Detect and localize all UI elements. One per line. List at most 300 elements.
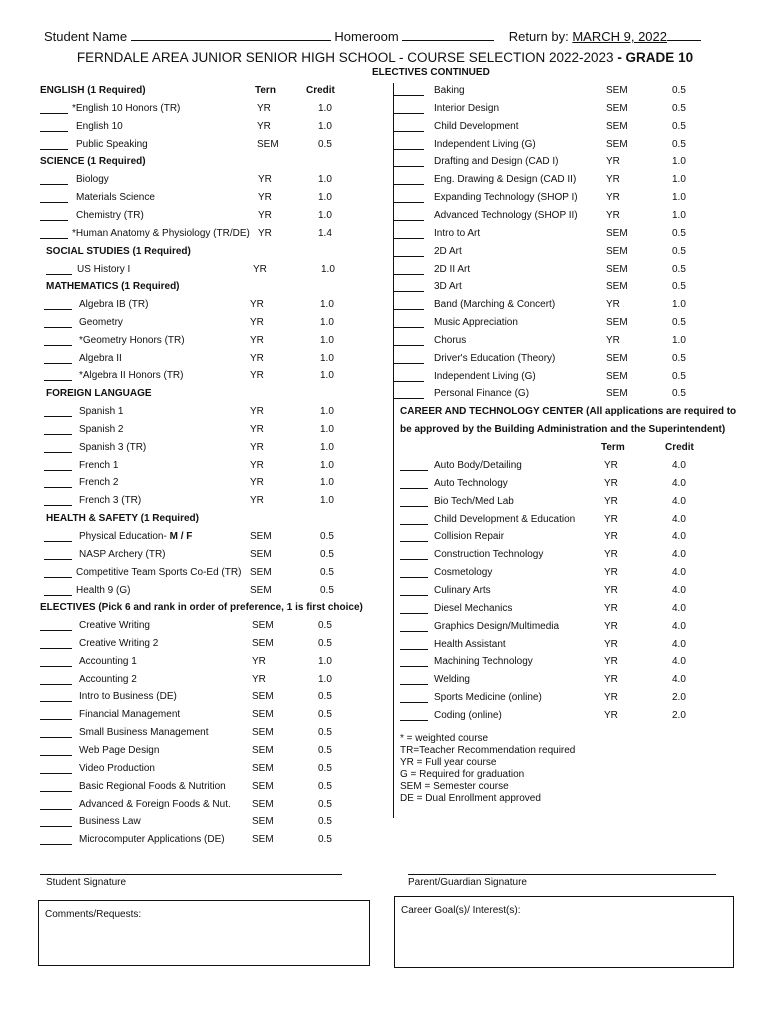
course-term: YR — [250, 423, 264, 435]
course-term: SEM — [252, 798, 274, 810]
gender-option: M / F — [166, 531, 193, 542]
course-term: SEM — [252, 637, 274, 649]
ctc-heading-line1: CAREER AND TECHNOLOGY CENTER (All applications are required to — [400, 406, 737, 417]
course-row — [0, 101, 770, 117]
course-name: 3D Art — [434, 281, 462, 293]
course-credit: 0.5 — [672, 352, 686, 364]
course-term: YR — [250, 370, 264, 382]
course-row — [0, 654, 770, 670]
course-credit: 1.0 — [318, 673, 332, 685]
selection-blank[interactable] — [400, 565, 428, 578]
course-row — [0, 83, 770, 99]
selection-blank[interactable] — [400, 529, 428, 542]
course-credit: 2.0 — [672, 709, 686, 721]
course-term: YR — [604, 513, 618, 525]
selection-blank[interactable] — [394, 297, 424, 310]
course-name: 2D Art — [434, 245, 462, 257]
course-credit: 0.5 — [318, 727, 332, 739]
course-row — [0, 440, 770, 456]
course-name: US History I — [77, 264, 131, 275]
course-term: YR — [604, 584, 618, 596]
course-name: Collision Repair — [434, 531, 505, 543]
course-credit: 0.5 — [318, 780, 332, 792]
course-name: Competitive Team Sports Co-Ed (TR) — [76, 566, 242, 578]
course-credit: 1.0 — [318, 103, 332, 114]
course-term: SEM — [252, 816, 274, 828]
course-term: YR — [606, 174, 620, 186]
course-term: YR — [606, 209, 620, 221]
course-row — [0, 137, 770, 153]
course-name: Algebra II — [79, 352, 122, 364]
course-term: SEM — [606, 102, 628, 114]
course-name: Financial Management — [79, 709, 181, 721]
course-name: *Algebra II Honors (TR) — [79, 370, 184, 382]
course-credit: 0.5 — [672, 138, 686, 150]
course-row — [0, 494, 770, 510]
course-name: Cosmetology — [434, 567, 493, 579]
course-term: SEM — [252, 727, 274, 739]
course-name: Algebra IB (TR) — [79, 299, 149, 310]
course-term: SEM — [606, 370, 628, 382]
course-term: YR — [604, 460, 618, 471]
course-credit: 4.0 — [672, 549, 686, 561]
course-name: *English 10 Honors (TR) — [72, 103, 181, 114]
course-term: YR — [604, 709, 618, 721]
ctc-term-header: Term — [601, 442, 625, 453]
course-name: Driver's Education (Theory) — [434, 352, 556, 364]
course-credit: 1.0 — [672, 156, 686, 168]
course-term: YR — [604, 638, 618, 650]
course-term: YR — [604, 567, 618, 579]
course-name: Coding (online) — [434, 709, 502, 721]
course-name: Independent Living (G) — [434, 370, 536, 382]
course-credit: 1.0 — [672, 209, 686, 221]
course-name: Intro to Art — [434, 227, 481, 239]
course-row — [0, 119, 770, 135]
course-name: Creative Writing 2 — [79, 637, 159, 649]
course-term: SEM — [252, 834, 274, 846]
course-term: YR — [250, 299, 264, 310]
header-line — [44, 28, 701, 44]
selection-blank[interactable] — [394, 279, 424, 292]
selection-blank[interactable] — [394, 262, 424, 275]
course-name: Bio Tech/Med Lab — [434, 495, 514, 507]
course-term: SEM — [606, 352, 628, 364]
course-credit: 0.5 — [320, 531, 334, 542]
course-row — [0, 708, 770, 724]
selection-blank[interactable] — [40, 832, 72, 845]
course-credit: 0.5 — [672, 370, 686, 382]
course-term: SEM — [606, 245, 628, 257]
course-term: YR — [250, 495, 264, 507]
course-row — [0, 672, 770, 688]
course-row — [0, 386, 770, 402]
course-row — [0, 190, 770, 206]
course-row — [0, 351, 770, 367]
course-row — [0, 779, 770, 795]
course-term: YR — [258, 227, 272, 239]
course-credit: 0.5 — [320, 584, 334, 596]
course-term: SEM — [606, 388, 628, 400]
course-row — [0, 690, 770, 706]
course-name: English 10 — [76, 120, 123, 132]
course-row — [0, 761, 770, 777]
course-row — [0, 458, 770, 474]
student-name-field[interactable] — [131, 28, 331, 41]
course-name: Culinary Arts — [434, 584, 491, 596]
science-heading: SCIENCE (1 Required) — [40, 156, 146, 167]
course-row — [0, 315, 770, 331]
comments-box[interactable] — [38, 900, 370, 966]
course-term: YR — [604, 674, 618, 686]
selection-blank[interactable] — [394, 386, 424, 399]
course-credit: 4.0 — [672, 638, 686, 650]
course-term: YR — [606, 334, 620, 346]
course-name: Machining Technology — [434, 656, 533, 668]
selection-blank[interactable] — [40, 725, 72, 738]
course-name: Materials Science — [76, 191, 155, 203]
course-row — [0, 547, 770, 563]
course-name: Creative Writing — [79, 620, 150, 631]
course-name: Personal Finance (G) — [434, 388, 530, 400]
course-name: Construction Technology — [434, 549, 544, 561]
course-name: Accounting 1 — [79, 655, 137, 667]
course-name: Band (Marching & Concert) — [434, 299, 556, 311]
course-name: Child Development — [434, 120, 519, 132]
comments-label: Comments/Requests: — [45, 909, 142, 920]
foreign-language-heading: FOREIGN LANGUAGE — [46, 388, 152, 399]
selection-blank[interactable] — [394, 154, 424, 167]
course-name: Spanish 2 — [79, 423, 124, 435]
course-credit: 1.0 — [318, 191, 332, 203]
selection-blank[interactable] — [394, 226, 424, 239]
social-studies-heading: SOCIAL STUDIES (1 Required) — [46, 246, 191, 257]
course-credit: 1.0 — [320, 370, 334, 382]
electives-continued-heading: ELECTIVES CONTINUED — [372, 67, 490, 78]
course-credit: 4.0 — [672, 513, 686, 525]
selection-blank[interactable] — [44, 404, 72, 417]
course-name: *Geometry Honors (TR) — [79, 334, 185, 346]
course-name: Microcomputer Applications (DE) — [79, 834, 225, 846]
selection-blank[interactable] — [394, 83, 424, 96]
course-credit: 0.5 — [320, 548, 334, 560]
selection-blank[interactable] — [400, 476, 428, 489]
course-term: SEM — [257, 138, 279, 150]
course-term: SEM — [252, 620, 274, 631]
course-row — [0, 244, 770, 260]
course-name: Spanish 3 (TR) — [79, 441, 147, 453]
course-credit: 0.5 — [672, 85, 686, 96]
electives-heading: ELECTIVES (Pick 6 and rank in order of preference, 1 is first choice) — [40, 602, 363, 613]
course-row — [0, 512, 770, 528]
selection-blank[interactable] — [40, 761, 72, 774]
course-credit: 0.5 — [318, 637, 332, 649]
course-credit: 1.0 — [318, 120, 332, 132]
course-credit: 0.5 — [672, 281, 686, 293]
course-term: YR — [250, 316, 264, 328]
selection-blank[interactable] — [394, 244, 424, 257]
course-credit: 0.5 — [318, 798, 332, 810]
course-credit: 4.0 — [672, 620, 686, 632]
course-credit: 0.5 — [672, 245, 686, 257]
course-term: SEM — [252, 744, 274, 756]
course-credit: 0.5 — [672, 317, 686, 329]
course-name: Health 9 (G) — [76, 584, 131, 596]
course-name: Drafting and Design (CAD I) — [434, 156, 559, 168]
course-term: YR — [604, 531, 618, 543]
selection-blank[interactable] — [400, 458, 428, 471]
course-term: SEM — [606, 138, 628, 150]
selection-blank[interactable] — [40, 814, 72, 827]
course-name: Child Development & Education — [434, 513, 576, 525]
course-row — [0, 637, 770, 653]
course-credit: 1.0 — [320, 334, 334, 346]
course-term: YR — [257, 103, 271, 114]
course-credit: 4.0 — [672, 531, 686, 543]
course-name: Welding — [434, 674, 470, 686]
selection-blank[interactable] — [394, 101, 424, 114]
student-name-label: Student Name — [44, 29, 128, 44]
selection-blank[interactable] — [400, 708, 428, 721]
selection-blank[interactable] — [394, 208, 424, 221]
course-name: Geometry — [79, 316, 123, 328]
course-term: YR — [250, 477, 264, 489]
course-term: YR — [604, 692, 618, 704]
course-credit: 0.5 — [318, 762, 332, 774]
course-term: YR — [258, 174, 272, 185]
course-term: SEM — [250, 566, 272, 578]
course-name: Physical Education- M / F — [79, 531, 193, 542]
note-line: * = weighted course — [400, 733, 489, 744]
course-credit: 0.5 — [672, 263, 686, 275]
course-name: Music Appreciation — [434, 317, 518, 329]
course-row — [0, 832, 770, 848]
course-term: YR — [250, 352, 264, 364]
parent-signature-label: Parent/Guardian Signature — [408, 877, 527, 888]
course-term: YR — [606, 299, 620, 311]
note-line: SEM = Semester course — [400, 781, 509, 792]
selection-blank[interactable] — [394, 190, 424, 203]
course-credit: 1.0 — [320, 459, 334, 471]
note-line: DE = Dual Enrollment approved — [400, 793, 541, 804]
course-name: Small Business Management — [79, 727, 209, 739]
course-row — [0, 476, 770, 492]
course-row — [0, 172, 770, 188]
course-credit: 1.0 — [320, 441, 334, 453]
course-name: French 3 (TR) — [79, 495, 142, 507]
course-term: YR — [258, 209, 272, 221]
course-name: Auto Technology — [434, 477, 508, 489]
course-term: YR — [604, 549, 618, 561]
course-credit: 1.0 — [320, 299, 334, 310]
selection-blank[interactable] — [394, 369, 424, 382]
selection-blank[interactable] — [394, 315, 424, 328]
course-row — [0, 743, 770, 759]
career-goals-label: Career Goal(s)/ Interest(s): — [401, 905, 521, 916]
mathematics-heading: MATHEMATICS (1 Required) — [46, 281, 180, 292]
course-credit: 0.5 — [318, 138, 332, 150]
course-credit: 1.0 — [672, 174, 686, 186]
homeroom-label: Homeroom — [334, 29, 399, 44]
course-name: French 1 — [79, 459, 119, 471]
course-term: YR — [250, 406, 264, 417]
return-by-label: Return by: — [508, 29, 569, 44]
student-signature-label: Student Signature — [46, 877, 127, 888]
selection-blank[interactable] — [400, 637, 428, 650]
course-term: YR — [253, 264, 267, 275]
course-term: SEM — [606, 120, 628, 132]
course-name: Video Production — [79, 762, 155, 774]
credit-column-header: Credit — [306, 85, 335, 96]
course-credit: 1.0 — [318, 655, 332, 667]
course-row — [0, 797, 770, 813]
course-credit: 1.0 — [320, 352, 334, 364]
course-credit: 1.0 — [320, 423, 334, 435]
selection-blank[interactable] — [394, 351, 424, 364]
course-row — [0, 279, 770, 295]
selection-blank[interactable] — [394, 137, 424, 150]
selection-blank[interactable] — [400, 654, 428, 667]
course-name: Intro to Business (DE) — [79, 691, 177, 703]
selection-blank[interactable] — [394, 333, 424, 346]
course-credit: 4.0 — [672, 495, 686, 507]
course-name: Advanced Technology (SHOP II) — [434, 209, 578, 221]
selection-blank[interactable] — [400, 672, 428, 685]
course-credit: 0.5 — [672, 227, 686, 239]
selection-blank[interactable] — [400, 512, 428, 525]
course-term: YR — [250, 441, 264, 453]
course-credit: 1.4 — [318, 227, 332, 239]
course-credit: 1.0 — [672, 192, 686, 204]
student-signature-line[interactable] — [40, 874, 342, 875]
course-name: Business Law — [79, 816, 141, 828]
course-row — [0, 601, 770, 617]
selection-blank[interactable] — [400, 583, 428, 596]
selection-blank[interactable] — [40, 797, 72, 810]
course-name: Interior Design — [434, 102, 500, 114]
course-name: Web Page Design — [79, 744, 160, 756]
selection-blank[interactable] — [40, 779, 72, 792]
course-term: SEM — [606, 227, 628, 239]
selection-blank[interactable] — [400, 494, 428, 507]
course-row — [0, 154, 770, 170]
course-credit: 2.0 — [672, 692, 686, 704]
course-credit: 4.0 — [672, 602, 686, 614]
course-name: Baking — [434, 85, 465, 96]
course-row — [0, 814, 770, 830]
course-term: SEM — [606, 317, 628, 329]
course-row — [0, 369, 770, 385]
career-goals-box[interactable] — [394, 896, 734, 968]
course-term: YR — [604, 620, 618, 632]
course-term: YR — [252, 655, 266, 667]
selection-blank[interactable] — [44, 422, 72, 435]
course-credit: 4.0 — [672, 584, 686, 596]
course-term: SEM — [252, 691, 274, 703]
course-name: *Human Anatomy & Physiology (TR/DE) — [72, 227, 250, 239]
course-credit: 1.0 — [320, 406, 334, 417]
course-name: Eng. Drawing & Design (CAD II) — [434, 174, 577, 186]
course-credit: 1.0 — [320, 477, 334, 489]
course-term: SEM — [606, 85, 628, 96]
course-row — [0, 529, 770, 545]
course-credit: 0.5 — [318, 744, 332, 756]
selection-blank[interactable] — [400, 619, 428, 632]
course-name: Advanced & Foreign Foods & Nut. — [79, 798, 231, 810]
course-name: Sports Medicine (online) — [434, 692, 542, 704]
course-term: YR — [604, 602, 618, 614]
term-column-header: Tern — [255, 85, 276, 96]
course-term: YR — [257, 120, 271, 132]
selection-blank[interactable] — [400, 601, 428, 614]
ctc-heading-line2: be approved by the Building Administration and the Superintendent) — [400, 424, 726, 435]
selection-blank[interactable] — [400, 547, 428, 560]
course-name: Diesel Mechanics — [434, 602, 513, 614]
course-name: 2D II Art — [434, 263, 471, 275]
course-credit: 0.5 — [318, 834, 332, 846]
course-credit: 1.0 — [672, 334, 686, 346]
title-main: FERNDALE AREA JUNIOR SENIOR HIGH SCHOOL - COURSE SELECTION 2022-2023 — [76, 50, 614, 65]
selection-blank[interactable] — [40, 743, 72, 756]
course-name: NASP Archery (TR) — [79, 548, 166, 560]
course-name: Basic Regional Foods & Nutrition — [79, 780, 226, 792]
course-term: YR — [606, 156, 620, 168]
course-row — [0, 226, 770, 242]
course-credit: 0.5 — [318, 620, 332, 631]
course-name: Chemistry (TR) — [76, 209, 144, 221]
course-row — [0, 297, 770, 313]
page-title — [0, 50, 770, 65]
course-name: Expanding Technology (SHOP I) — [434, 192, 578, 204]
course-row — [0, 619, 770, 635]
course-credit: 1.0 — [321, 264, 335, 275]
course-name: French 2 — [79, 477, 119, 489]
course-name: Health Assistant — [434, 638, 506, 650]
course-term: YR — [604, 656, 618, 668]
course-row — [0, 565, 770, 581]
homeroom-field[interactable] — [402, 28, 494, 41]
course-credit: 0.5 — [318, 691, 332, 703]
parent-signature-line[interactable] — [408, 874, 716, 875]
selection-blank[interactable] — [394, 172, 424, 185]
note-line: G = Required for graduation — [400, 769, 525, 780]
course-term: YR — [604, 477, 618, 489]
course-term: YR — [252, 673, 266, 685]
course-term: YR — [258, 191, 272, 203]
course-term: SEM — [606, 263, 628, 275]
course-term: SEM — [250, 584, 272, 596]
legend-notes — [400, 733, 575, 805]
course-credit: 1.0 — [318, 174, 332, 185]
selection-blank[interactable] — [394, 119, 424, 132]
course-row — [0, 208, 770, 224]
title-grade: - GRADE 10 — [613, 50, 694, 65]
course-name: Spanish 1 — [79, 406, 124, 417]
course-credit: 4.0 — [672, 656, 686, 668]
course-term: SEM — [252, 709, 274, 721]
selection-blank[interactable] — [400, 690, 428, 703]
course-row — [0, 262, 770, 278]
course-row — [0, 333, 770, 349]
course-name: Chorus — [434, 334, 467, 346]
health-safety-heading: HEALTH & SAFETY (1 Required) — [46, 513, 199, 524]
course-credit: 0.5 — [318, 816, 332, 828]
selection-blank[interactable] — [44, 440, 72, 453]
course-credit: 0.5 — [318, 709, 332, 721]
course-credit: 4.0 — [672, 567, 686, 579]
english-heading: ENGLISH (1 Required) — [40, 85, 146, 96]
course-credit: 4.0 — [672, 460, 686, 471]
